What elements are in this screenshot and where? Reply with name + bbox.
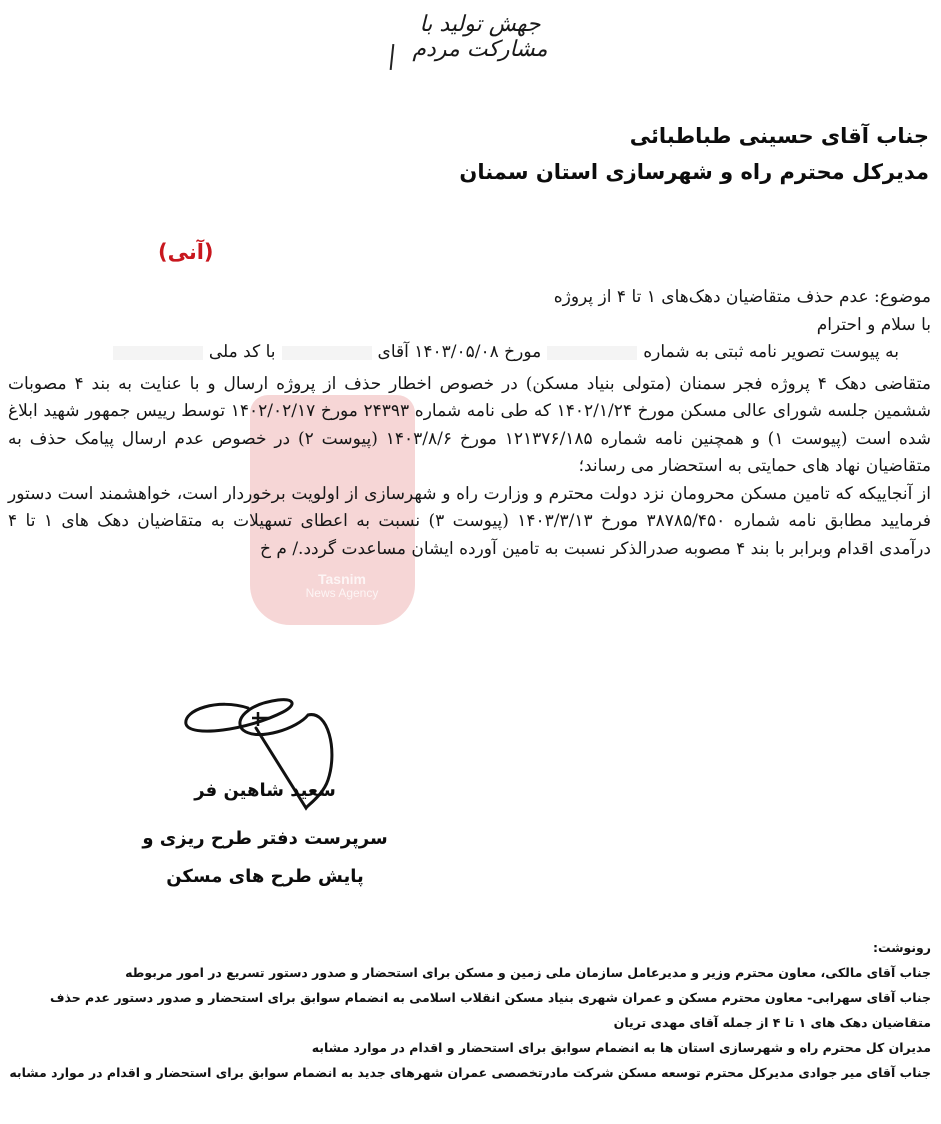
- addressee-name: جناب آقای حسینی طباطبائی: [629, 124, 929, 148]
- signer-block: [140, 772, 390, 896]
- watermark-agency: Tasnim: [318, 571, 366, 587]
- cc-title: رونوشت:: [872, 940, 931, 955]
- paragraph-1-rest: متقاضی دهک ۴ پروژه فجر سمنان (متولی بنیاد مسکن) در خصوص اخطار حذف از پروژه ارسال و با عنایت به بند ۴ مصوبات ششمین جلسه شورای عالی مسکن مورخ ۱۴۰۲/۱/۲۴ که طی نامه شماره ۲۴۳۹۳ مورخ ۱۴۰۲/۰۲/۱۷ توسط رییس جمهور شهید ابلاغ شده است (پیوست ۱) و همچنین نامه شماره ۱۲۱۳۷۶/۱۸۵ مورخ ۱۴۰۳/۸/۶ (پیوست ۲) در خصوص عدم ارسال پیامک حذف به متقاضیان نهاد های حمایتی به استحضار می رساند؛: [8, 373, 932, 476]
- signer-title-line2: پایش طرح های مسکن: [166, 866, 364, 887]
- paragraph-2: از آنجاییکه که تامین مسکن محرومان نزد دولت محترم و وزارت راه و شهرسازی از اولویت برخوردار است، خواهشمند است دستور فرمایید مطابق نامه شماره ۳۸۷۸۵/۴۵۰ مورخ ۱۴۰۳/۳/۱۳ (پیوست ۳) نسبت به اعطای تسهیلات به متقاضیان دهک های ۱ تا ۴ درآمدی اقدام وبرابر با بند ۴ مصوبه صدرالذکر نسبت به تامین آورده ایشان مساعدت گردد./ م خ: [8, 483, 931, 559]
- cc-item: جناب آقای سهرابی- معاون محترم مسکن و عمران شهری بنیاد مسکن انقلاب اسلامی به انضمام سوابق برای استحضار و صدور دستور عدم حذف متقاضیان دهک های ۱ تا ۴ از جمله آقای مهدی تریان: [49, 990, 931, 1030]
- addressee-title: مدیرکل محترم راه و شهرسازی استان سمنان: [459, 160, 929, 184]
- cc-item: جناب آقای مالکی، معاون محترم وزیر و مدیرعامل سازمان ملی زمین و مسکن برای استحضار و صدور دستور تسریع در امور مربوطه: [125, 965, 931, 980]
- watermark-subtitle: News Agency: [305, 586, 379, 600]
- signer-name: سعید شاهین فر: [194, 780, 336, 801]
- signer-title-line1: سرپرست دفتر طرح ریزی و: [142, 828, 388, 849]
- paragraph-1-part1: به پیوست تصویر نامه ثبتی به شماره: [643, 342, 899, 362]
- redacted-name: [282, 346, 372, 360]
- urgency-label: (آنی): [158, 240, 214, 264]
- header-motto: جهش تولید با مشارکت مردم: [412, 12, 548, 62]
- addressee-block: [459, 118, 929, 190]
- redacted-number: [547, 346, 637, 360]
- paragraph-1: [8, 339, 931, 367]
- subject-line: موضوع: عدم حذف متقاضیان دهک‌های ۱ تا ۴ از پروژه: [553, 287, 931, 307]
- redacted-national-id: [113, 346, 203, 360]
- watermark-text: [272, 572, 412, 600]
- paragraph-1-part2: مورخ ۱۴۰۳/۰۵/۰۸ آقای: [377, 342, 542, 362]
- greeting-line: با سلام و احترام: [816, 314, 931, 335]
- cc-section: [8, 935, 931, 1085]
- paragraph-1-part3: با کد ملی: [208, 342, 276, 362]
- cc-item: جناب آقای میر جوادی مدیرکل محترم توسعه مسکن شرکت مادرتخصصی عمران شهرهای جدید به انضمام سوابق برای استحضار و اقدام در موارد مشابه: [9, 1065, 931, 1080]
- cc-item: مدیران کل محترم راه و شهرسازی استان ها به انضمام سوابق برای استحضار و اقدام در موارد مشابه: [311, 1040, 931, 1055]
- letter-body: [8, 284, 931, 563]
